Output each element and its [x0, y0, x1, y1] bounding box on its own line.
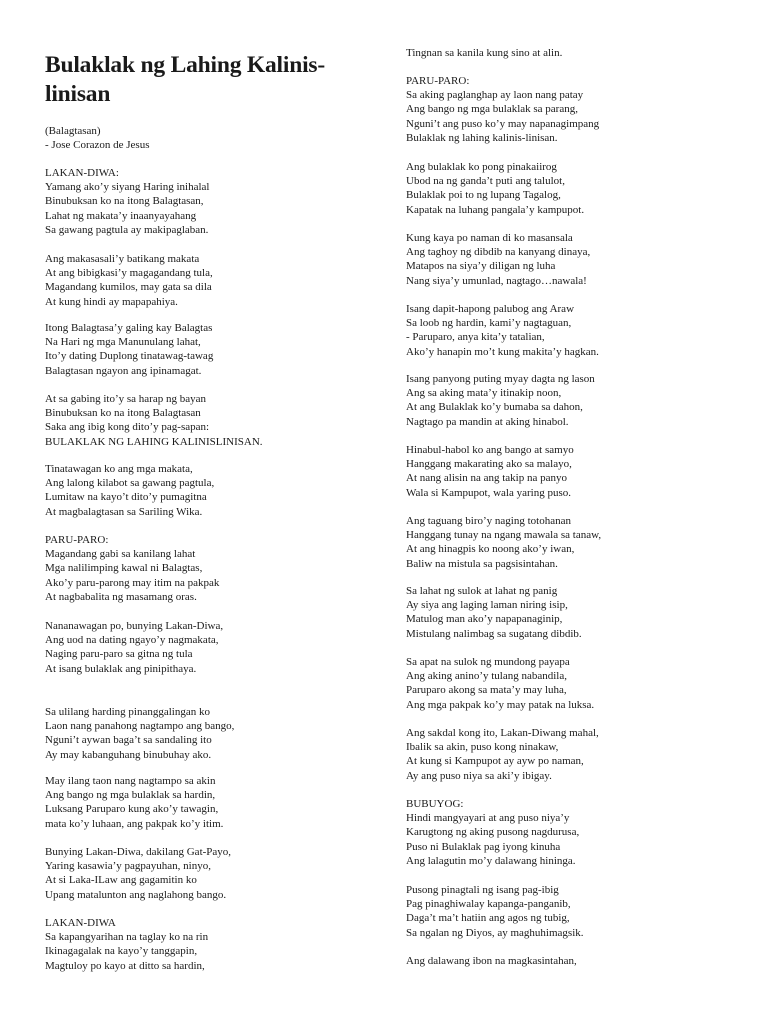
poem-line: Naging paru-paro sa gitna ng tula: [45, 648, 193, 661]
poem-line: Ang bango ng mga bulaklak sa hardin,: [45, 789, 216, 802]
poem-line: Matulog man ako’y napapanaginip,: [406, 613, 563, 626]
poem-line: At isang bulaklak ang pinipithaya.: [45, 662, 197, 675]
stanza: [406, 797, 579, 868]
poem-line: Ang bango ng mga bulaklak sa parang,: [406, 103, 578, 116]
stanza: [45, 705, 234, 762]
poem-line: Hanggang makarating ako sa malayo,: [406, 458, 572, 471]
poem-line: Isang panyong puting myay dagta ng lason: [406, 373, 595, 385]
poem-line: At si Laka-ILaw ang gagamitin ko: [45, 874, 197, 887]
poem-line: Ang dalawang ibon na magkasintahan,: [406, 955, 577, 967]
stanza: [406, 231, 590, 288]
poem-line: Daga’t ma’t hatiin ang agos ng tubig,: [406, 912, 570, 925]
poem-line: Sa aking paglanghap ay laon nang patay: [406, 89, 584, 102]
poem-line: Ubod na ng ganda’t puti ang talulot,: [406, 175, 565, 188]
poem-line: Lahat ng makata’y inaanyayahang: [45, 209, 197, 222]
stanza: [406, 443, 574, 500]
poem-line: Sa lahat ng sulok at lahat ng panig: [406, 585, 558, 597]
poem-line: - Jose Corazon de Jesus: [45, 139, 150, 152]
poem-line: Sa gawang pagtula ay makipaglaban.: [45, 223, 209, 236]
poem-line: Ibalik sa akin, puso kong ninakaw,: [406, 741, 559, 754]
poem-line: BULAKLAK NG LAHING KALINISLINISAN.: [45, 435, 263, 448]
poem-line: Ako’y hanapin mo’t kung makita’y hagkan.: [406, 345, 599, 358]
stanza: [406, 372, 595, 429]
poem-line: Ang uod na dating ngayo’y nagmakata,: [45, 634, 219, 647]
poem-line: (Balagtasan): [45, 125, 101, 137]
poem-line: Nguni’t ang puso ko’y may napanagimpang: [406, 117, 600, 130]
poem-line: Bulaklak poi to ng lupang Tagalog,: [406, 189, 561, 202]
poem-line: Mga nalilimping kawal ni Balagtas,: [45, 562, 203, 575]
poem-line: Bunying Lakan-Diwa, dakilang Gat-Payo,: [45, 846, 232, 858]
poem-line: Balagtasan ngayon ang ipinamagat.: [45, 364, 202, 377]
poem-line: Sa loob ng hardin, kami’y nagtaguan,: [406, 317, 572, 330]
poem-line: Ito’y dating Duplong tinatawag-tawag: [45, 350, 214, 363]
stanza: [45, 462, 214, 519]
poem-line: Ikinagagalak na kayo’y tanggapin,: [45, 945, 198, 958]
poem-line: Binubuksan ko na itong Balagtasan,: [45, 195, 204, 208]
poem-line: PARU-PARO:: [406, 75, 470, 87]
poem-line: Puso ni Bulaklak pag iyong kinuha: [406, 840, 561, 853]
poem-line: Laon nang panahong nagtampo ang bango,: [45, 720, 235, 733]
poem-line: Yaring kasawia’y pagpayuhan, ninyo,: [45, 860, 211, 873]
poem-line: Itong Balagtasa’y galing kay Balagtas: [45, 322, 213, 334]
poem-line: Kung kaya po naman di ko masansala: [406, 232, 573, 244]
poem-line: Ang sakdal kong ito, Lakan-Diwang mahal,: [406, 727, 599, 739]
poem-line: Tinatawagan ko ang mga makata,: [45, 463, 193, 475]
poem-line: Karugtong ng aking pusong nagdurusa,: [406, 826, 580, 839]
poem-line: Upang matalunton ang naglahong bango.: [45, 888, 227, 901]
poem-meta: [45, 124, 149, 152]
stanza: [45, 916, 208, 973]
poem-line: Paruparo akong sa mata’y may luha,: [406, 684, 567, 697]
poem-line: Hindi mangyayari at ang puso niya’y: [406, 812, 570, 825]
poem-line: At ang bibigkasi’y magagandang tula,: [45, 267, 213, 280]
poem-line: Nagtago pa mandin at aking hinabol.: [406, 415, 569, 428]
poem-line: Baliw na mistula sa pagsisintahan.: [406, 557, 558, 570]
stanza: [406, 46, 562, 60]
stanza: [406, 74, 599, 145]
poem-line: Ay siya ang laging laman niring isip,: [406, 599, 568, 612]
poem-line: Ang makasasali’y batikang makata: [45, 253, 200, 265]
stanza: [406, 584, 582, 641]
poem-line: Hinabul-habol ko ang bango at samyo: [406, 444, 574, 456]
stanza: [45, 166, 209, 237]
stanza: [45, 533, 219, 604]
poem-line: Binubuksan ko na itong Balagtasan: [45, 407, 201, 420]
poem-line: Luksang Paruparo kung ako’y tawagin,: [45, 803, 219, 816]
poem-line: Nananawagan po, bunying Lakan-Diwa,: [45, 620, 224, 632]
poem-line: May ilang taon nang nagtampo sa akin: [45, 775, 216, 787]
poem-line: Ang aking anino’y tulang nabandila,: [406, 670, 567, 683]
poem-line: Nang siya’y umunlad, nagtago…nawala!: [406, 274, 587, 287]
poem-line: Bulaklak ng lahing kalinis-linisan.: [406, 131, 558, 144]
poem-line: Magandang gabi sa kanilang lahat: [45, 548, 196, 561]
stanza: [406, 726, 599, 783]
poem-line: Saka ang ibig kong dito’y pag-sapan:: [45, 421, 210, 434]
poem-line: At ang Bulaklak ko’y bumaba sa dahon,: [406, 401, 583, 414]
poem-line: Magtuloy po kayo at ditto sa hardin,: [45, 959, 205, 972]
poem-line: Wala si Kampupot, wala yaring puso.: [406, 486, 571, 499]
poem-line: At ang hinagpis ko noong ako’y iwan,: [406, 543, 575, 556]
poem-line: At magbalagtasan sa Sariling Wika.: [45, 505, 203, 518]
poem-line: Matapos na siya’y diligan ng luha: [406, 260, 556, 273]
poem-line: Lumitaw na kayo’t dito’y pumagitna: [45, 491, 207, 504]
stanza: [406, 883, 584, 940]
poem-line: PARU-PARO:: [45, 534, 109, 546]
poem-line: Mistulang nalimbag sa sugatang dibdib.: [406, 627, 582, 640]
poem-line: Ang taguang biro’y naging totohanan: [406, 515, 571, 527]
poem-line: Sa ulilang harding pinanggalingan ko: [45, 706, 210, 718]
poem-line: Ang lalagutin mo’y dalawang hininga.: [406, 854, 576, 867]
poem-line: Ang mga pakpak ko’y may patak na luksa.: [406, 698, 595, 711]
poem-line: - Paruparo, anya kita’y tatalian,: [406, 331, 545, 344]
stanza: [45, 774, 223, 831]
stanza: [406, 160, 584, 217]
stanza: [45, 619, 223, 676]
poem-line: Kapatak na luhang pangala’y kampupot.: [406, 203, 585, 216]
poem-line: BUBUYOG:: [406, 798, 464, 810]
poem-line: Sa kapangyarihan na taglay ko na rin: [45, 931, 209, 944]
stanza: [406, 302, 599, 359]
stanza: [45, 252, 213, 309]
poem-line: Yamang ako’y siyang Haring inihalal: [45, 181, 210, 194]
poem-line: Ang taghoy ng dibdib na kanyang dinaya,: [406, 246, 591, 259]
stanza: [45, 845, 231, 902]
poem-line: At kung hindi ay mapapahiya.: [45, 295, 178, 308]
poem-line: Hanggang tunay na ngang mawala sa tanaw,: [406, 529, 602, 542]
poem-line: Pusong pinagtali ng isang pag-ibig: [406, 884, 559, 896]
poem-line: Na Hari ng mga Manunulang lahat,: [45, 336, 201, 349]
stanza: [45, 392, 263, 449]
poem-line: Tingnan sa kanila kung sino at alin.: [406, 47, 563, 59]
poem-line: Ay may kabanguhang binubuhay ako.: [45, 748, 212, 761]
poem-line: Ako’y paru-parong may itim na pakpak: [45, 576, 220, 589]
poem-line: Nguni’t aywan baga’t sa sandaling ito: [45, 734, 212, 747]
poem-line: Ay ang puso niya sa aki’y ibigay.: [406, 769, 552, 782]
stanza: [406, 514, 601, 571]
stanza: [45, 321, 213, 378]
poem-line: Ang lalong kilabot sa gawang pagtula,: [45, 477, 215, 490]
poem-title: Bulaklak ng Lahing Kalinis-linisan: [45, 52, 325, 107]
poem-line: Isang dapit-hapong palubog ang Araw: [406, 303, 575, 315]
poem-line: LAKAN-DIWA:: [45, 167, 119, 179]
poem-line: LAKAN-DIWA: [45, 917, 116, 929]
poem-line: At nagbabalita ng masamang oras.: [45, 590, 197, 603]
poem-line: Sa ngalan ng Diyos, ay maghuhimagsik.: [406, 926, 584, 939]
poem-line: Ang bulaklak ko pong pinakaiirog: [406, 161, 557, 173]
poem-line: At kung si Kampupot ay ayw po naman,: [406, 755, 584, 768]
poem-line: Magandang kumilos, may gata sa dila: [45, 281, 212, 294]
stanza: [406, 655, 594, 712]
poem-line: Sa apat na sulok ng mundong payapa: [406, 656, 570, 668]
stanza: [406, 954, 577, 968]
poem-line: At nang alisin na ang takip na panyo: [406, 472, 567, 485]
poem-line: Ang sa aking mata’y itinakip noon,: [406, 387, 562, 400]
poem-line: At sa gabing ito’y sa harap ng bayan: [45, 393, 206, 405]
poem-line: Pag pinaghiwalay kapanga-panganib,: [406, 898, 571, 911]
poem-line: mata ko’y luhaan, ang pakpak ko’y itim.: [45, 817, 224, 830]
